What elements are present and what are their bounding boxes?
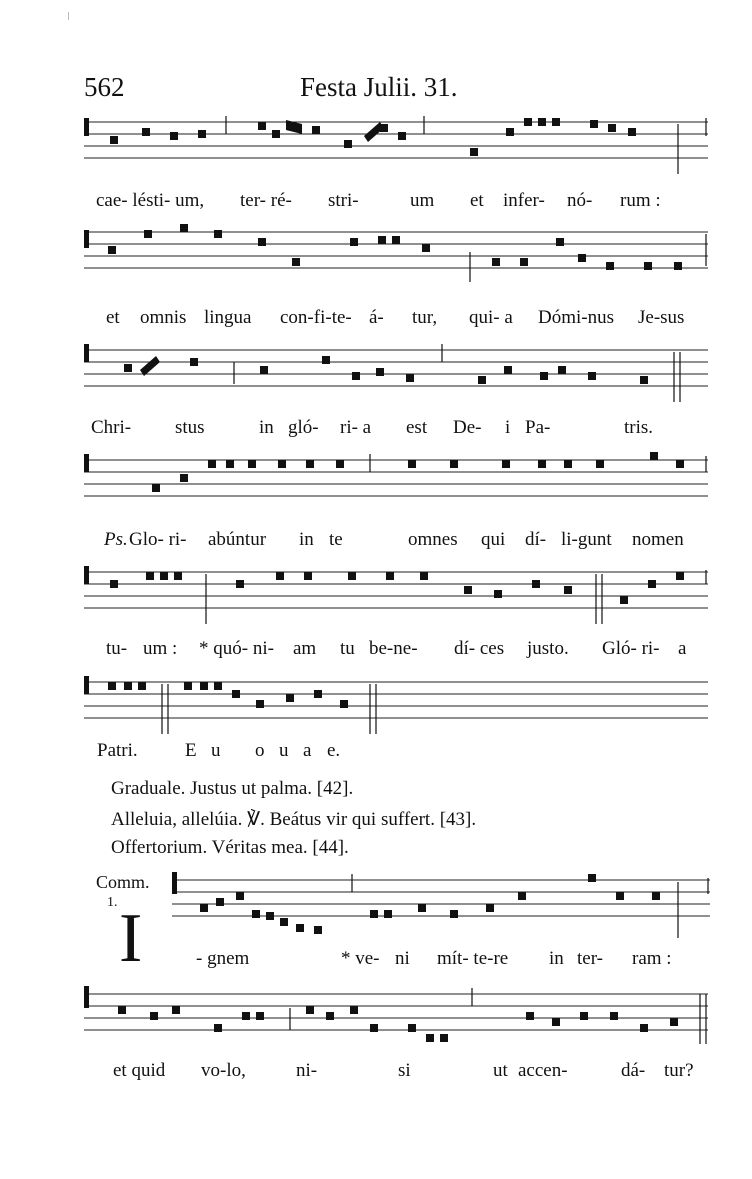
syllable: tu- [106,638,128,659]
syllable: et quid [113,1060,166,1081]
reference-graduale [111,778,353,800]
syllable: Patri. [97,740,138,761]
syllable: mít- te-re [437,948,509,969]
psalm-label: Ps. [104,529,128,550]
margin-mark [68,12,69,20]
syllable: Pa- [525,417,551,438]
syllable: est [406,417,428,438]
syllable: dá- [621,1060,646,1081]
syllable: qui- a [469,307,513,328]
syllable: si [398,1060,411,1081]
syllable: a [678,638,687,659]
syllable: * quó- ni- [199,638,274,659]
syllable: am [293,638,317,659]
syllable: u [211,740,221,761]
reference-text: Véritas mea. [44]. [211,837,349,858]
syllable: Glo- ri- [129,529,187,550]
syllable: accen- [518,1060,568,1081]
syllable: e. [327,740,341,761]
staff-4 [80,450,712,512]
staff-1 [80,112,712,174]
staff-8 [80,984,712,1054]
syllable: qui [481,529,506,550]
syllable: tur? [664,1060,694,1081]
syllable: dí- ces [454,638,505,659]
syllable: rum : [620,190,661,211]
syllable: vo-lo, [201,1060,246,1081]
syllable: ut [493,1060,508,1081]
syllable: nomen [632,529,684,550]
page-title: Festa Julii. 31. [300,72,458,102]
staff-7 [168,870,714,940]
reference-offertorium [111,837,349,859]
syllable: abúntur [208,529,267,550]
syllable: ni- [296,1060,318,1081]
syllable: in [549,948,564,969]
syllable: u [279,740,289,761]
syllable: gló- [288,417,319,438]
syllable: omnis [140,307,187,328]
syllable: lingua [204,307,252,328]
syllable: De- [453,417,482,438]
syllable: Gló- ri- [602,638,660,659]
syllable: et [106,307,120,328]
syllable: in [299,529,314,550]
syllable: cae- lésti- um, [96,190,205,211]
syllable: ter- [577,948,603,969]
reference-text: allelúia. ℣. Beátus vir qui suffert. [43]. [181,809,477,830]
page-number: 562 [84,72,125,102]
syllable: infer- [503,190,545,211]
syllable: in [259,417,274,438]
staff-3 [80,340,712,402]
syllable: ter- ré- [240,190,292,211]
syllable: ram : [632,948,672,969]
syllable: con-fi-te- [280,307,352,328]
syllable: um [410,190,435,211]
syllable: stus [175,417,205,438]
syllable: E [185,740,197,761]
syllable: et [470,190,484,211]
syllable: Je-sus [638,307,685,328]
reference-text: Justus ut palma. [42]. [190,778,354,799]
syllable: li-gunt [561,529,612,550]
drop-initial: I [119,900,143,977]
reference-label: Alleluia, [111,809,177,830]
syllable: ni [395,948,410,969]
syllable: * ve- [341,948,380,969]
syllable: te [329,529,343,550]
reference-alleluia [111,808,476,831]
staff-2 [80,222,712,284]
syllable: omnes [408,529,458,550]
syllable: um : [143,638,178,659]
syllable: Chri- [91,417,132,438]
syllable: justo. [527,638,569,659]
syllable: - gnem [196,948,250,969]
reference-label: Graduale. [111,778,186,799]
mode-number: 1. [107,895,118,910]
syllable: tris. [624,417,654,438]
syllable: tur, [412,307,438,328]
syllable: be-ne- [369,638,418,659]
staff-6 [80,672,712,734]
syllable: Dómi-nus [538,307,614,328]
syllable: nó- [567,190,593,211]
syllable: a [303,740,312,761]
syllable: tu [340,638,355,659]
syllable: i [505,417,511,438]
reference-label: Offertorium. [111,837,208,858]
communion-label: Comm. [96,872,150,892]
syllable: stri- [328,190,359,211]
syllable: ri- a [340,417,372,438]
syllable: á- [369,307,384,328]
syllable: o [255,740,265,761]
staff-5 [80,562,712,624]
syllable: dí- [525,529,547,550]
